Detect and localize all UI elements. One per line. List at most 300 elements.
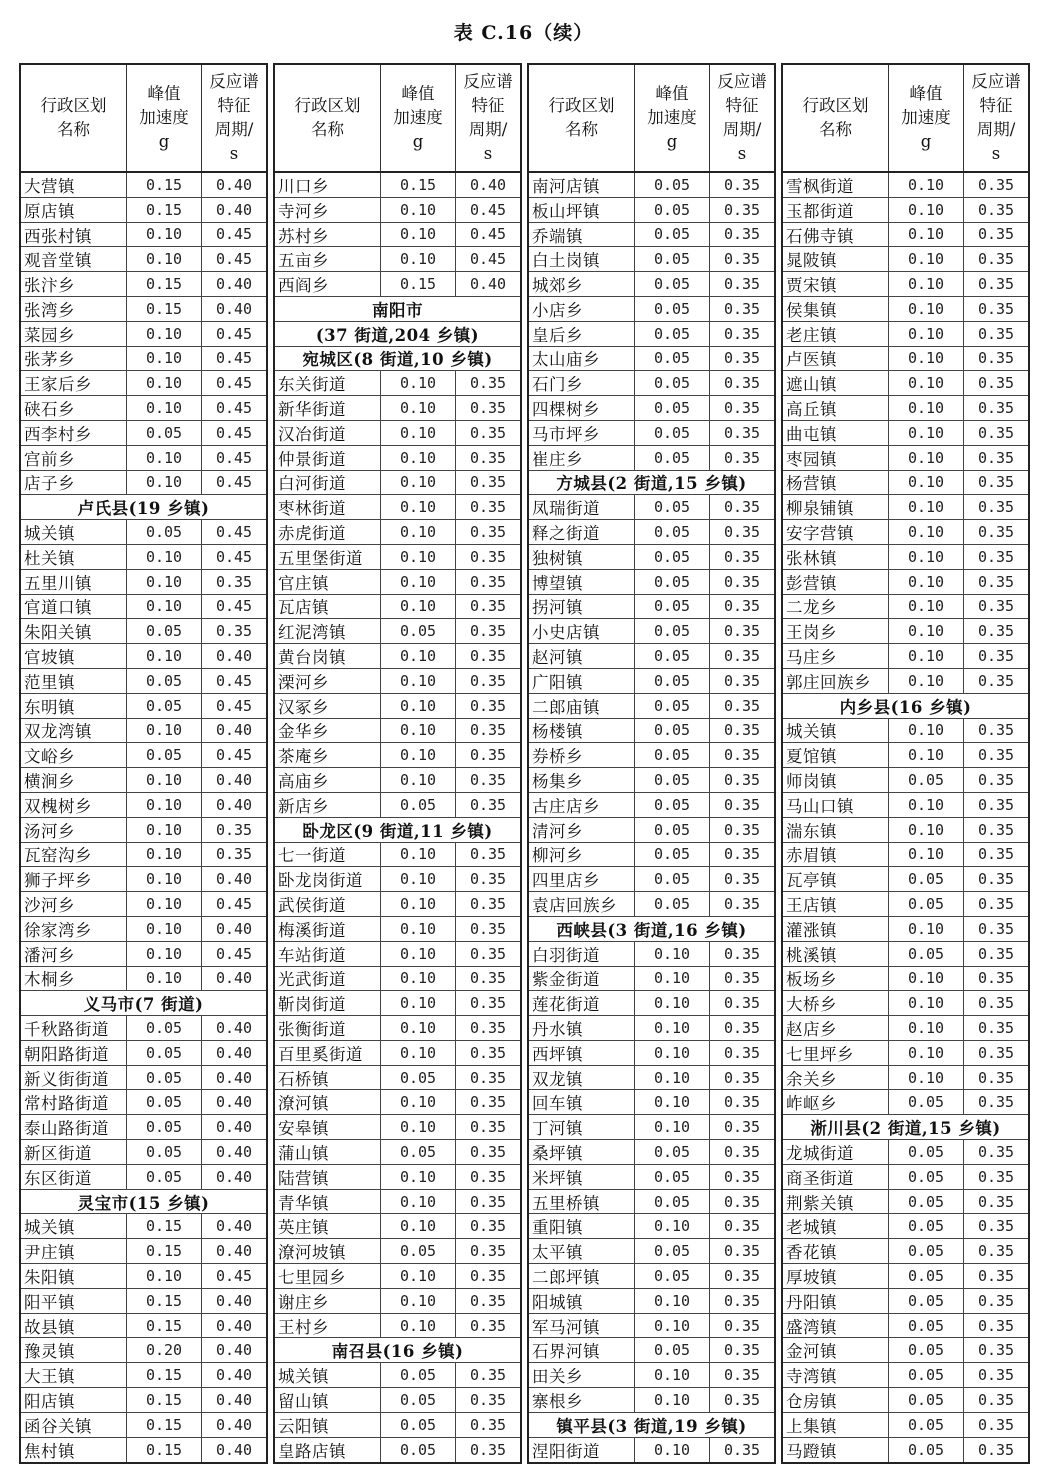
peak-acceleration: 0.05: [634, 1264, 709, 1288]
region-name: 千秋路街道: [24, 1020, 109, 1039]
response-period: 0.45: [201, 942, 266, 966]
peak-acceleration: 0.05: [126, 1140, 201, 1164]
table-row: [529, 545, 774, 570]
peak-acceleration: 0.10: [126, 843, 201, 867]
table-row: [275, 669, 520, 694]
table-row: [783, 173, 1028, 198]
peak-acceleration: 0.10: [380, 247, 455, 271]
table-row: [529, 297, 774, 322]
response-period: 0.35: [455, 1016, 520, 1040]
table-row: [21, 1314, 266, 1339]
peak-acceleration: 0.10: [380, 1314, 455, 1338]
table-row: [783, 967, 1028, 992]
table-row: [529, 867, 774, 892]
response-period: 0.35: [709, 1289, 774, 1313]
response-period: 0.35: [709, 1314, 774, 1338]
response-period: 0.35: [709, 843, 774, 867]
group-heading-row: [783, 694, 1028, 719]
response-period: 0.40: [455, 272, 520, 296]
table-row: [275, 1239, 520, 1264]
peak-acceleration: 0.10: [380, 892, 455, 916]
table-row: [21, 1413, 266, 1438]
peak-acceleration: 0.05: [380, 1066, 455, 1090]
peak-acceleration: 0.05: [634, 520, 709, 544]
table-row: [529, 967, 774, 992]
group-heading: 方城县(2 街道,15 乡镇): [556, 474, 747, 494]
response-period: 0.35: [709, 1115, 774, 1139]
peak-acceleration: 0.10: [380, 446, 455, 470]
table-row: [21, 768, 266, 793]
region-name: 泰山路街道: [24, 1119, 109, 1139]
response-period: 0.40: [201, 1041, 266, 1065]
table-row: [21, 743, 266, 768]
response-period: 0.35: [455, 1264, 520, 1288]
region-name: 西张村镇: [24, 226, 92, 246]
table-row: [529, 595, 774, 620]
column-header: 反应谱 特征 周期/ s: [201, 65, 266, 171]
response-period: 0.35: [709, 520, 774, 544]
region-name: 桃溪镇: [786, 945, 837, 965]
response-period: 0.35: [709, 743, 774, 767]
response-period: 0.45: [455, 247, 520, 271]
region-name: 皇路店镇: [278, 1442, 346, 1462]
region-name: 卧龙岗街道: [278, 871, 363, 891]
region-name: 西坪镇: [532, 1044, 583, 1064]
response-period: 0.35: [455, 892, 520, 916]
peak-acceleration: 0.10: [126, 396, 201, 420]
response-period: 0.35: [455, 471, 520, 495]
response-period: 0.35: [455, 421, 520, 445]
response-period: 0.45: [201, 421, 266, 445]
peak-acceleration: 0.10: [888, 644, 963, 668]
region-name: 古庄店乡: [532, 796, 600, 816]
peak-acceleration: 0.10: [888, 322, 963, 346]
table-row: [783, 1140, 1028, 1165]
peak-acceleration: 0.15: [380, 173, 455, 197]
table-row: [529, 818, 774, 843]
response-period: 0.35: [709, 1041, 774, 1065]
peak-acceleration: 0.10: [888, 247, 963, 271]
peak-acceleration: 0.10: [888, 297, 963, 321]
region-name: 官坡镇: [24, 648, 75, 668]
response-period: 0.40: [201, 1214, 266, 1238]
response-period: 0.40: [201, 768, 266, 792]
region-name: 梅溪街道: [278, 920, 346, 940]
peak-acceleration: 0.10: [380, 1016, 455, 1040]
table-row: [783, 421, 1028, 446]
response-period: 0.35: [455, 644, 520, 668]
response-period: 0.35: [963, 495, 1028, 519]
table-row: [275, 867, 520, 892]
region-name: 汤河乡: [24, 821, 75, 841]
region-name: 东区街道: [24, 1168, 92, 1188]
response-period: 0.40: [201, 1338, 266, 1362]
response-period: 0.35: [455, 669, 520, 693]
peak-acceleration: 0.15: [126, 1314, 201, 1338]
region-name: 金华乡: [278, 722, 329, 742]
peak-acceleration: 0.05: [888, 1289, 963, 1313]
table-row: [275, 1413, 520, 1438]
peak-acceleration: 0.10: [380, 644, 455, 668]
response-period: 0.35: [455, 619, 520, 643]
group-heading: 卢氏县(19 乡镇): [77, 499, 210, 519]
table-header: [21, 65, 266, 173]
peak-acceleration: 0.05: [380, 793, 455, 817]
peak-acceleration: 0.05: [634, 719, 709, 743]
region-name: 新义街街道: [24, 1069, 109, 1089]
region-name: 潘河乡: [24, 945, 75, 965]
column-header: 行政区划 名称: [40, 96, 107, 139]
table-row: [529, 173, 774, 198]
peak-acceleration: 0.10: [380, 768, 455, 792]
table-row: [21, 1115, 266, 1140]
response-period: 0.35: [709, 495, 774, 519]
peak-acceleration: 0.10: [888, 446, 963, 470]
table-row: [529, 495, 774, 520]
table-row: [529, 669, 774, 694]
region-name: 马市坪乡: [532, 424, 600, 444]
region-name: 城关镇: [24, 1218, 75, 1238]
region-name: 二郎庙镇: [532, 697, 600, 717]
peak-acceleration: 0.10: [380, 595, 455, 619]
table-row: [529, 1388, 774, 1413]
region-name: 拐河镇: [532, 598, 583, 618]
group-heading-row: [275, 818, 520, 843]
response-period: 0.45: [201, 595, 266, 619]
response-period: 0.35: [963, 272, 1028, 296]
table-row: [275, 619, 520, 644]
peak-acceleration: 0.05: [380, 619, 455, 643]
table-row: [275, 1140, 520, 1165]
table-row: [783, 297, 1028, 322]
region-name: 靳岗街道: [278, 995, 346, 1015]
table-row: [21, 1016, 266, 1041]
peak-acceleration: 0.05: [634, 570, 709, 594]
peak-acceleration: 0.10: [380, 570, 455, 594]
response-period: 0.35: [963, 247, 1028, 271]
region-name: 晁陂镇: [786, 251, 837, 271]
response-period: 0.35: [455, 991, 520, 1015]
peak-acceleration: 0.05: [380, 1239, 455, 1263]
response-period: 0.40: [201, 1140, 266, 1164]
peak-acceleration: 0.10: [126, 917, 201, 941]
response-period: 0.35: [963, 917, 1028, 941]
response-period: 0.40: [201, 644, 266, 668]
region-name: 沙河乡: [24, 896, 75, 916]
region-name: 杨楼镇: [532, 722, 583, 742]
region-name: 大桥乡: [786, 995, 837, 1015]
peak-acceleration: 0.05: [634, 347, 709, 371]
table-row: [783, 743, 1028, 768]
region-name: 汉冢乡: [278, 697, 329, 717]
peak-acceleration: 0.05: [634, 297, 709, 321]
peak-acceleration: 0.05: [126, 694, 201, 718]
table-row: [783, 1338, 1028, 1363]
response-period: 0.35: [709, 545, 774, 569]
peak-acceleration: 0.05: [888, 867, 963, 891]
response-period: 0.45: [201, 247, 266, 271]
response-period: 0.35: [709, 1066, 774, 1090]
peak-acceleration: 0.10: [380, 843, 455, 867]
table-row: [529, 1066, 774, 1091]
response-period: 0.35: [963, 421, 1028, 445]
table-row: [21, 1090, 266, 1115]
peak-acceleration: 0.10: [380, 1090, 455, 1114]
region-name: 文峪乡: [24, 747, 75, 767]
region-name: 徐家湾乡: [24, 920, 92, 940]
region-name: 赵河镇: [532, 648, 583, 668]
peak-acceleration: 0.10: [634, 1066, 709, 1090]
response-period: 0.35: [709, 1016, 774, 1040]
response-period: 0.35: [455, 595, 520, 619]
region-name: 豫灵镇: [24, 1342, 75, 1362]
region-name: 石桥镇: [278, 1069, 329, 1089]
peak-acceleration: 0.10: [380, 917, 455, 941]
response-period: 0.35: [963, 173, 1028, 197]
response-period: 0.35: [963, 347, 1028, 371]
table-row: [275, 743, 520, 768]
region-name: 寺河乡: [278, 201, 329, 221]
column-header: 峰值 加速度 g: [126, 65, 201, 171]
response-period: 0.35: [963, 223, 1028, 247]
peak-acceleration: 0.05: [634, 446, 709, 470]
region-name: 赤虎街道: [278, 524, 346, 544]
response-period: 0.35: [963, 619, 1028, 643]
peak-acceleration: 0.10: [888, 545, 963, 569]
peak-acceleration: 0.05: [634, 371, 709, 395]
table-row: [783, 1090, 1028, 1115]
response-period: 0.35: [963, 1165, 1028, 1189]
table-row: [21, 520, 266, 545]
region-name: 双龙镇: [532, 1069, 583, 1089]
response-period: 0.35: [455, 1165, 520, 1189]
peak-acceleration: 0.10: [380, 1041, 455, 1065]
peak-acceleration: 0.05: [634, 198, 709, 222]
region-name: 狮子坪乡: [24, 871, 92, 891]
region-name: 西阎乡: [278, 276, 329, 296]
peak-acceleration: 0.10: [380, 421, 455, 445]
table-row: [21, 892, 266, 917]
table-row: [21, 570, 266, 595]
response-period: 0.45: [201, 223, 266, 247]
region-name: 军马河镇: [532, 1317, 600, 1337]
response-period: 0.35: [455, 1214, 520, 1238]
region-name: 王家后乡: [24, 375, 92, 395]
table-row: [21, 297, 266, 322]
table-row: [21, 347, 266, 372]
peak-acceleration: 0.05: [888, 1140, 963, 1164]
peak-acceleration: 0.10: [888, 198, 963, 222]
region-name: 白河街道: [278, 474, 346, 494]
peak-acceleration: 0.10: [888, 272, 963, 296]
region-name: 焦村镇: [24, 1442, 75, 1462]
peak-acceleration: 0.05: [634, 843, 709, 867]
response-period: 0.35: [963, 768, 1028, 792]
response-period: 0.35: [963, 743, 1028, 767]
table-row: [21, 198, 266, 223]
table-row: [275, 247, 520, 272]
response-period: 0.40: [201, 793, 266, 817]
table-row: [529, 1190, 774, 1215]
region-name: 张衡街道: [278, 1020, 346, 1039]
region-name: 城关镇: [278, 1367, 329, 1387]
response-period: 0.35: [963, 991, 1028, 1015]
region-name: 陆营镇: [278, 1168, 329, 1188]
region-name: 安皋镇: [278, 1119, 329, 1139]
peak-acceleration: 0.05: [126, 1066, 201, 1090]
peak-acceleration: 0.10: [126, 719, 201, 743]
region-name: 丹阳镇: [786, 1292, 837, 1312]
peak-acceleration: 0.10: [634, 1289, 709, 1313]
region-name: 车站街道: [278, 945, 346, 965]
response-period: 0.35: [455, 1041, 520, 1065]
response-period: 0.45: [201, 743, 266, 767]
peak-acceleration: 0.05: [380, 1140, 455, 1164]
peak-acceleration: 0.15: [126, 1363, 201, 1387]
response-period: 0.45: [201, 694, 266, 718]
region-name: 双槐树乡: [24, 796, 92, 816]
table-row: [529, 942, 774, 967]
region-name: 博望镇: [532, 573, 583, 593]
table-row: [529, 619, 774, 644]
region-name: 黄台岗镇: [278, 648, 346, 668]
region-name: 上集镇: [786, 1416, 837, 1436]
table-row: [21, 1264, 266, 1289]
peak-acceleration: 0.10: [634, 942, 709, 966]
response-period: 0.35: [963, 1289, 1028, 1313]
table-row: [21, 1363, 266, 1388]
region-name: 云阳镇: [278, 1416, 329, 1436]
table-row: [275, 1363, 520, 1388]
table-row: [783, 198, 1028, 223]
response-period: 0.35: [709, 1090, 774, 1114]
response-period: 0.40: [201, 1438, 266, 1463]
response-period: 0.35: [963, 1214, 1028, 1238]
peak-acceleration: 0.10: [126, 867, 201, 891]
table-row: [21, 1239, 266, 1264]
peak-acceleration: 0.10: [126, 446, 201, 470]
peak-acceleration: 0.10: [380, 471, 455, 495]
table-row: [275, 892, 520, 917]
group-heading: 淅川县(2 街道,15 乡镇): [810, 1119, 1001, 1139]
table-row: [21, 272, 266, 297]
table-row: [21, 694, 266, 719]
region-name: 灌涨镇: [786, 920, 837, 940]
table-row: [275, 495, 520, 520]
region-name: 卢医镇: [786, 350, 837, 370]
region-name: 新店乡: [278, 796, 329, 816]
region-name: 横涧乡: [24, 772, 75, 792]
response-period: 0.35: [455, 1239, 520, 1263]
peak-acceleration: 0.05: [888, 768, 963, 792]
table-row: [529, 1115, 774, 1140]
peak-acceleration: 0.05: [634, 1140, 709, 1164]
table-row: [783, 520, 1028, 545]
region-name: 清河乡: [532, 821, 583, 841]
peak-acceleration: 0.05: [634, 595, 709, 619]
response-period: 0.35: [963, 1264, 1028, 1288]
peak-acceleration: 0.10: [380, 991, 455, 1015]
region-name: 丹水镇: [532, 1020, 583, 1039]
response-period: 0.35: [709, 1264, 774, 1288]
peak-acceleration: 0.05: [634, 495, 709, 519]
response-period: 0.35: [455, 967, 520, 991]
peak-acceleration: 0.10: [888, 471, 963, 495]
table-row: [783, 669, 1028, 694]
response-period: 0.35: [709, 942, 774, 966]
peak-acceleration: 0.10: [888, 173, 963, 197]
peak-acceleration: 0.05: [888, 1264, 963, 1288]
region-name: 重阳镇: [532, 1218, 583, 1238]
table-row: [529, 421, 774, 446]
response-period: 0.35: [455, 1066, 520, 1090]
peak-acceleration: 0.05: [634, 272, 709, 296]
table-row: [529, 347, 774, 372]
response-period: 0.35: [709, 223, 774, 247]
region-name: 商圣街道: [786, 1168, 854, 1188]
table-row: [21, 1140, 266, 1165]
region-name: 彭营镇: [786, 573, 837, 593]
peak-acceleration: 0.05: [380, 1363, 455, 1387]
region-name: 板场乡: [786, 970, 837, 990]
response-period: 0.35: [709, 446, 774, 470]
peak-acceleration: 0.10: [380, 867, 455, 891]
group-heading-row: [529, 917, 774, 942]
peak-acceleration: 0.10: [126, 967, 201, 991]
region-name: 王村乡: [278, 1317, 329, 1337]
response-period: 0.35: [963, 892, 1028, 916]
table-row: [529, 694, 774, 719]
peak-acceleration: 0.10: [380, 495, 455, 519]
peak-acceleration: 0.05: [634, 1239, 709, 1263]
region-name: 城关镇: [786, 722, 837, 742]
response-period: 0.35: [963, 843, 1028, 867]
peak-acceleration: 0.10: [888, 595, 963, 619]
response-period: 0.35: [709, 1140, 774, 1164]
region-name: 石门乡: [532, 375, 583, 395]
table-row: [529, 719, 774, 744]
response-period: 0.35: [455, 396, 520, 420]
region-name: 贾宋镇: [786, 276, 837, 296]
response-period: 0.35: [455, 545, 520, 569]
region-name: 安字营镇: [786, 524, 854, 544]
region-name: 宫前乡: [24, 449, 75, 469]
peak-acceleration: 0.10: [380, 1115, 455, 1139]
peak-acceleration: 0.05: [888, 892, 963, 916]
peak-acceleration: 0.10: [126, 223, 201, 247]
table-row: [275, 545, 520, 570]
response-period: 0.35: [709, 198, 774, 222]
peak-acceleration: 0.05: [888, 1090, 963, 1114]
region-name: 店子乡: [24, 474, 75, 494]
table-row: [275, 173, 520, 198]
table-row: [21, 843, 266, 868]
peak-acceleration: 0.10: [634, 1090, 709, 1114]
table-row: [529, 1090, 774, 1115]
table-row: [21, 619, 266, 644]
response-period: 0.35: [709, 272, 774, 296]
group-heading-row: [21, 991, 266, 1016]
column-header: 行政区划 名称: [294, 96, 361, 139]
table-row: [529, 247, 774, 272]
region-name: 小店乡: [532, 300, 583, 320]
peak-acceleration: 0.05: [634, 396, 709, 420]
response-period: 0.35: [455, 446, 520, 470]
response-period: 0.35: [963, 1413, 1028, 1437]
response-period: 0.35: [709, 719, 774, 743]
table-row: [21, 247, 266, 272]
table-row: [783, 322, 1028, 347]
